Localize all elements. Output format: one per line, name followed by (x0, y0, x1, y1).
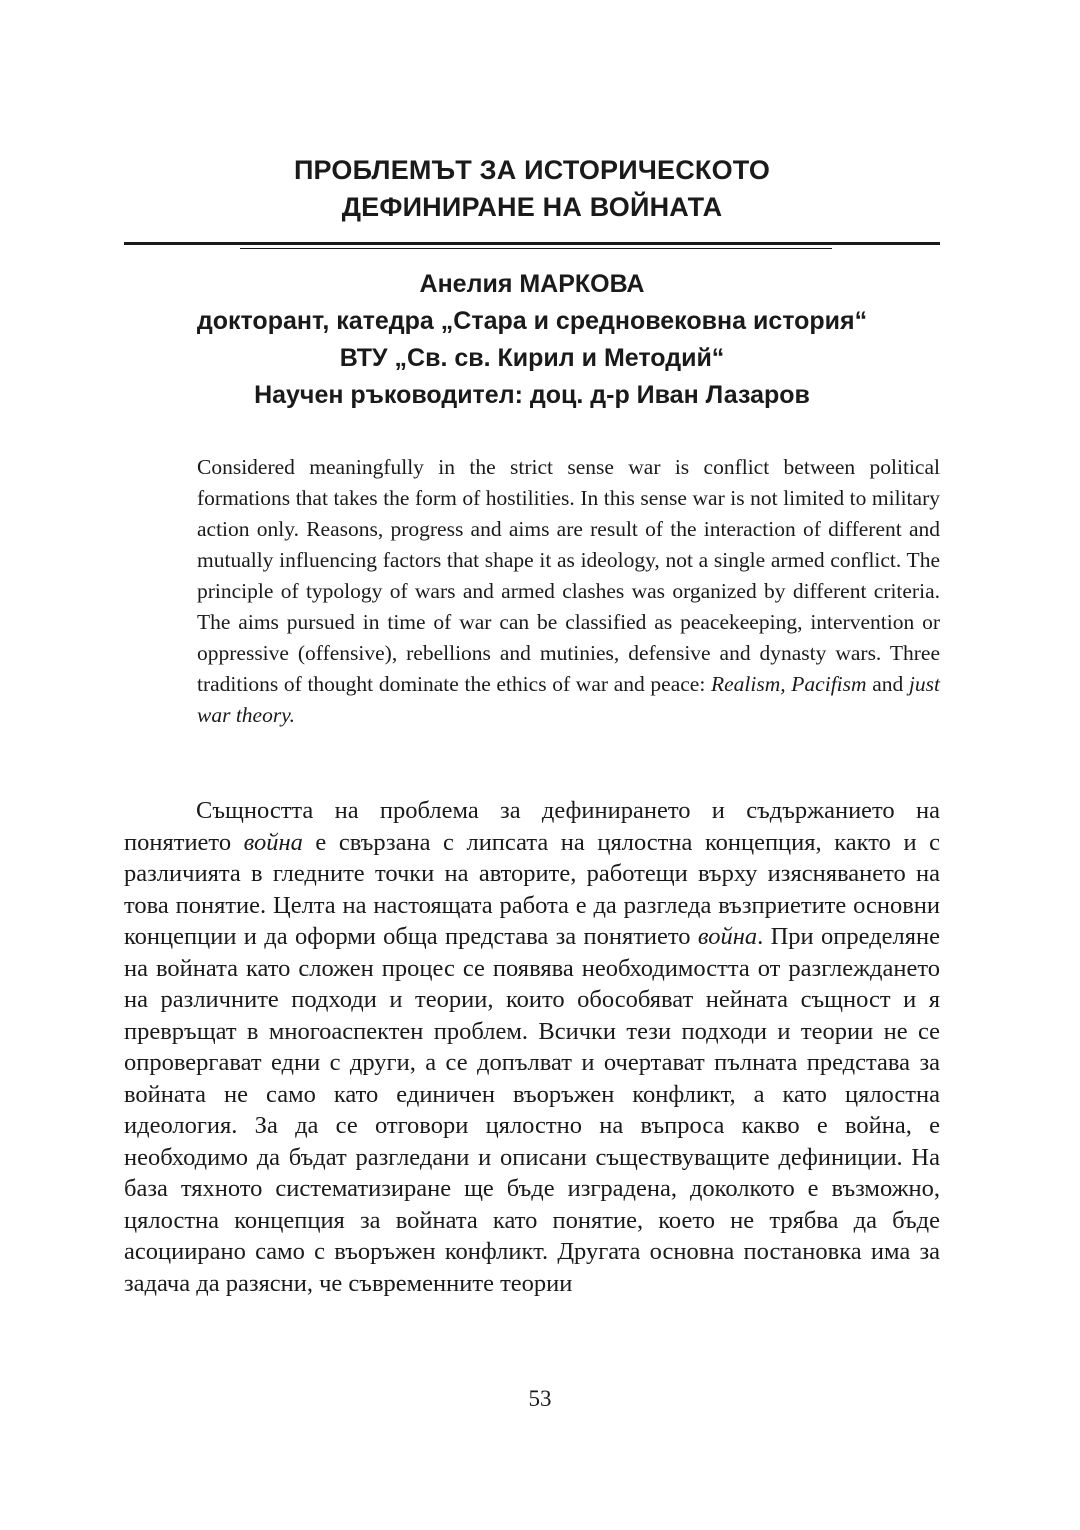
body-italic-term: война (697, 923, 758, 950)
author-block (124, 266, 940, 414)
author-supervisor: Научен ръководител: доц. д-р Иван Лазаров (254, 381, 810, 409)
body-text-segment: е свързана с липсата на цялостна концепция, както и с различията в гледните точки на авторите, работещи върху изясняването на това понятие. Целта на настоящата работа е да разгледа възприетите основни концепции и да оформи обща представа за понятието (124, 828, 940, 950)
body-text (124, 795, 940, 1299)
body-text-segment: . При определяне на войната като сложен процес се появява необходимостта от разглеждането на различните подходи и теории, които обособяват нейната същност и я превръщат в многоаспектен проблем. Всички тези подходи и теории не се опровергават едни с други, а се допълват и очертават пълната представа за войната не само като единичен въоръжен конфликт, а като цялостна идеология. За да се отговори цялостно на въпроса какво е война, е необходимо да бъдат разгледани и описани съществуващите дефиниции. На база тяхното систематизиране ще бъде изградена, доколкото е възможно, цялостна концепция за войната като понятие, което не трябва да бъде асоциирано само с въоръжен конфликт. Другата основна постановка има за задача да разясни, че съвременните теории (124, 923, 940, 1297)
title-rule-thick (124, 242, 940, 245)
author-position: докторант, катедра „Стара и средновековна история“ (196, 307, 868, 335)
body-italic-term: война (243, 828, 303, 856)
article-title (124, 152, 940, 226)
abstract-and: and (866, 672, 909, 696)
author-name: Анелия МАРКОВА (419, 270, 645, 298)
abstract (197, 452, 940, 731)
page-number: 53 (528, 1386, 552, 1411)
title-rule-thin (240, 248, 832, 249)
body-text-segment: Същността на проблема за дефинирането и съдържанието на понятието (124, 797, 940, 856)
title-line-2: ДЕФИНИРАНЕ НА ВОЙНАТА (341, 192, 723, 222)
abstract-italic-just-war-theory: just war theory. (197, 672, 940, 727)
abstract-text: Considered meaningfully in the strict sense war is conflict between political formations that takes the form of hostilities. In this sense war is not limited to military action only. Reasons, progress and aims are result of the interaction of different and mutually influencing factors that shape it as ideology, not a single armed conflict. The principle of typology of wars and armed clashes was organized by different criteria. The aims pursued in time of war can be classified as peacekeeping, intervention or oppressive (offensive), rebellions and mutinies, defensive and dynasty wars. Three traditions of thought dominate the ethics of war and peace: (197, 455, 940, 696)
abstract-italic-realism-pacifism: Realism, Pacifism (710, 672, 867, 696)
body-paragraph (124, 795, 940, 1299)
author-university: ВТУ „Св. св. Кирил и Методий“ (339, 344, 725, 372)
title-line-1: ПРОБЛЕМЪТ ЗА ИСТОРИЧЕСКОТО (293, 155, 771, 185)
